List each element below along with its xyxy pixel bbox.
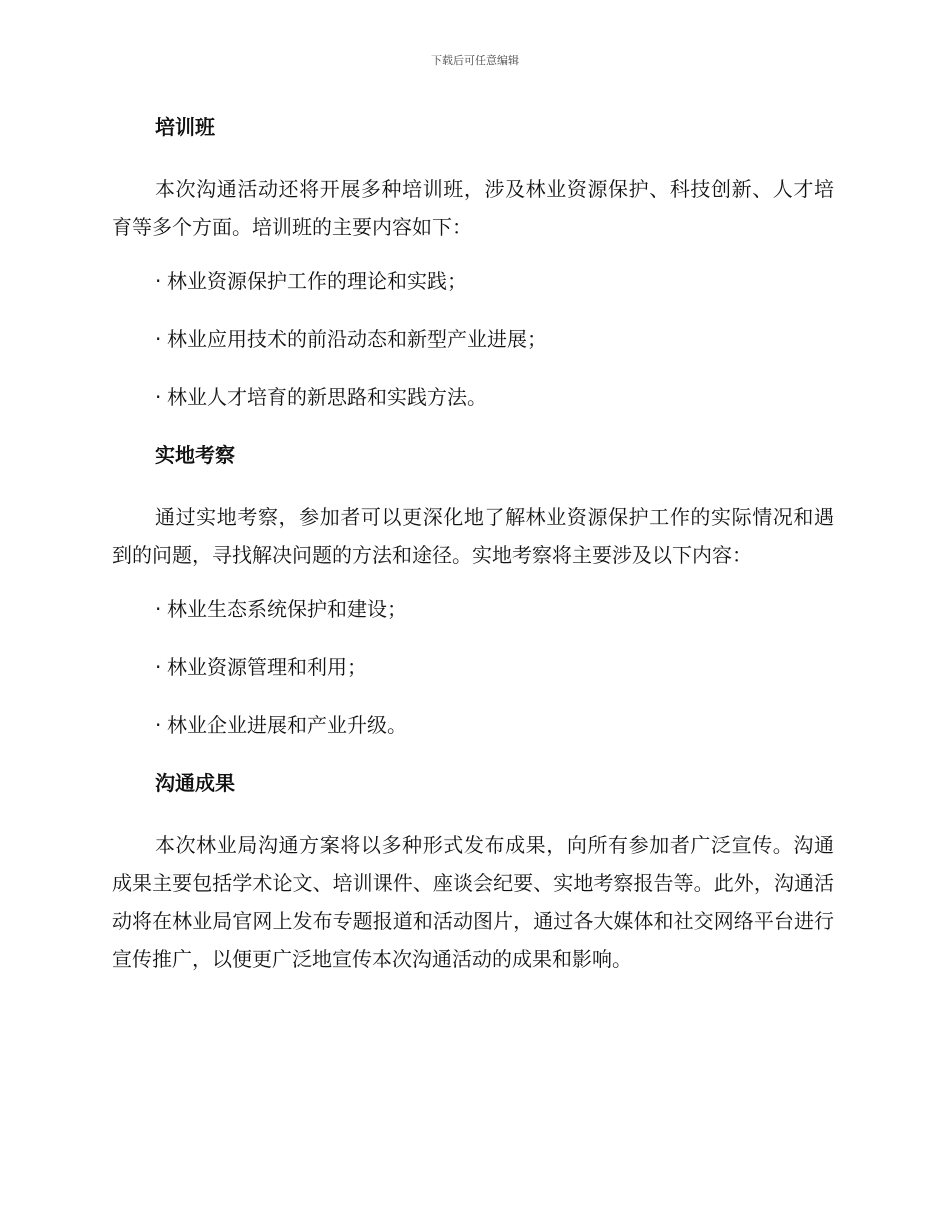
list-item — [112, 594, 834, 624]
list-item-text: 林业资源保护工作的理论和实践； — [167, 269, 467, 293]
document-body — [112, 112, 834, 998]
section-field-visit — [112, 440, 834, 740]
bullet-icon: · — [155, 327, 162, 351]
section-heading: 沟通成果 — [155, 771, 235, 795]
list-item-text: 林业资源管理和利用； — [167, 655, 367, 679]
section-paragraph: 通过实地考察，参加者可以更深化地了解林业资源保护工作的实际情况和遇到的问题，寻找解决问题的方法和途径。实地考察将主要涉及以下内容： — [112, 505, 834, 567]
bullet-icon: · — [155, 713, 162, 737]
list-item — [112, 382, 834, 412]
section-heading: 实地考察 — [155, 443, 235, 467]
list-item-text: 林业人才培育的新思路和实践方法。 — [167, 385, 487, 409]
list-item — [112, 652, 834, 682]
list-item-text: 林业应用技术的前沿动态和新型产业进展； — [167, 327, 547, 351]
section-paragraph: 本次沟通活动还将开展多种培训班，涉及林业资源保护、科技创新、人才培育等多个方面。培训班的主要内容如下： — [112, 177, 834, 239]
list-item — [112, 324, 834, 354]
bullet-icon: · — [155, 385, 162, 409]
section-outcomes — [112, 768, 834, 978]
section-heading: 培训班 — [155, 115, 215, 139]
bullet-icon: · — [155, 655, 162, 679]
list-item — [112, 710, 834, 740]
section-paragraph: 本次林业局沟通方案将以多种形式发布成果，向所有参加者广泛宣传。沟通成果主要包括学术论文、培训课件、座谈会纪要、实地考察报告等。此外，沟通活动将在林业局官网上发布专题报道和活动图片，通过各大媒体和社交网络平台进行宣传推广，以便更广泛地宣传本次沟通活动的成果和影响。 — [112, 833, 834, 971]
list-item — [112, 266, 834, 296]
bullet-icon: · — [155, 597, 162, 621]
bullet-icon: · — [155, 269, 162, 293]
list-item-text: 林业企业进展和产业升级。 — [167, 713, 407, 737]
section-training — [112, 112, 834, 412]
page-header-note: 下载后可任意编辑 — [431, 54, 519, 67]
list-item-text: 林业生态系统保护和建设； — [167, 597, 407, 621]
